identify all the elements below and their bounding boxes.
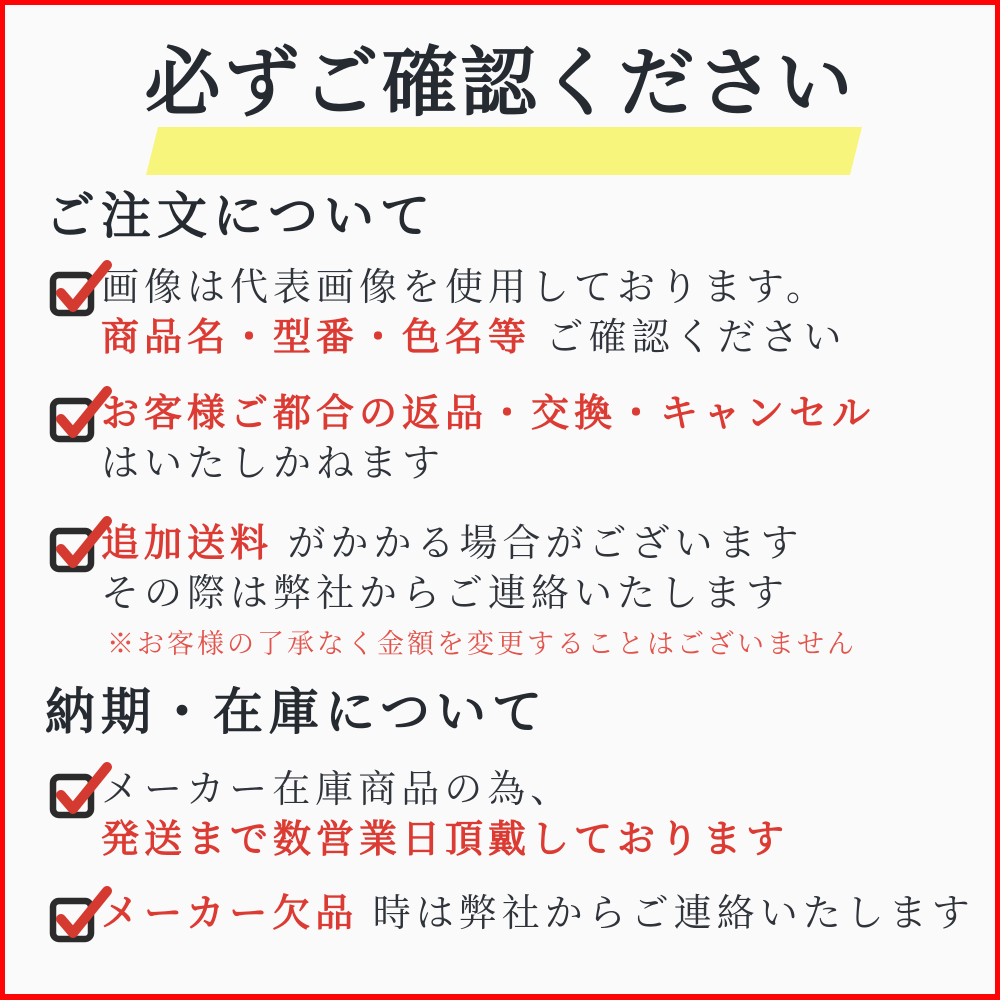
title-highlight bbox=[146, 127, 862, 175]
item-line bbox=[101, 889, 975, 939]
page-title-wrap bbox=[5, 41, 995, 128]
section-heading-stock: 納期・在庫について bbox=[45, 684, 548, 740]
item-text: 時は弊社からご連絡いたします bbox=[372, 893, 975, 935]
checkbox-checked-icon bbox=[49, 515, 113, 575]
item-text-emphasis: メーカー欠品 bbox=[101, 893, 359, 935]
item-text-emphasis: 追加送料 bbox=[101, 523, 274, 565]
item-line bbox=[101, 439, 875, 489]
item-line bbox=[101, 389, 875, 439]
item-text: ご確認ください bbox=[545, 317, 847, 359]
item-text-emphasis: お客様ご都合の返品・交換・キャンセル bbox=[101, 393, 876, 435]
item-text: がかかる場合がございます bbox=[287, 523, 804, 565]
checkbox-checked-icon bbox=[49, 761, 113, 821]
page-title: 必ずご確認ください bbox=[144, 42, 856, 126]
item-text: はいたしかねます bbox=[101, 443, 446, 485]
section-heading-order: ご注文について bbox=[45, 188, 436, 244]
checklist-item-extra-shipping bbox=[49, 519, 857, 661]
item-text: メーカー在庫商品の為、 bbox=[101, 769, 574, 811]
item-text-emphasis: 商品名・型番・色名等 bbox=[101, 317, 532, 359]
checklist-item-returns-cancel bbox=[49, 389, 875, 489]
checklist-item-representative-image bbox=[49, 263, 847, 363]
checkbox-checked-icon bbox=[49, 885, 113, 945]
item-text: 画像は代表画像を使用しております。 bbox=[101, 267, 829, 309]
item-line bbox=[101, 569, 857, 619]
item-text-emphasis: 発送まで数営業日頂戴しております bbox=[101, 819, 790, 861]
checklist-item-maker-shortage bbox=[49, 889, 975, 939]
checkbox-checked-icon bbox=[49, 385, 113, 445]
item-line bbox=[101, 519, 857, 569]
item-line bbox=[101, 765, 789, 815]
item-line bbox=[101, 815, 789, 865]
item-line bbox=[101, 313, 847, 363]
item-footnote: ※お客様の了承なく金額を変更することはございません bbox=[107, 629, 857, 659]
item-text: その際は弊社からご連絡いたします bbox=[101, 573, 790, 615]
checkbox-checked-icon bbox=[49, 259, 113, 319]
checklist-item-maker-stock bbox=[49, 765, 789, 865]
item-line bbox=[101, 263, 847, 313]
